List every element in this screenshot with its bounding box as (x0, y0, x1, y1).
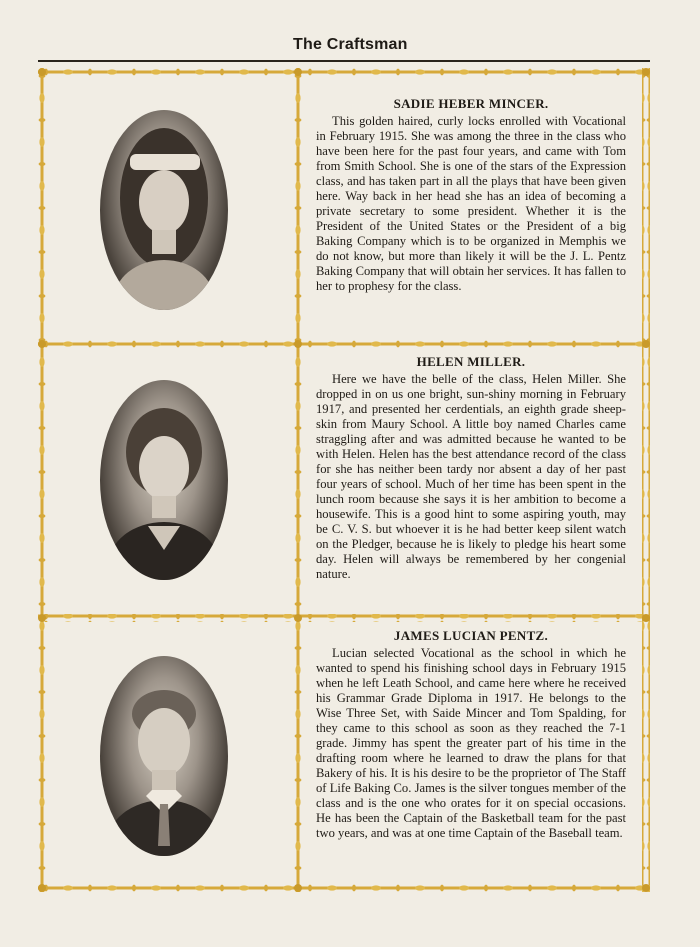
portrait-photo-icon (100, 380, 228, 580)
entry-text (316, 96, 626, 294)
student-name: SADIE HEBER MINCER. (393, 96, 549, 111)
entry-row (38, 68, 650, 344)
entry-text (316, 628, 626, 841)
page-header (38, 30, 650, 62)
portrait-photo-icon (100, 110, 228, 310)
student-name: JAMES LUCIAN PENTZ. (393, 628, 549, 643)
portrait-photo (100, 380, 228, 580)
student-bio: Here we have the belle of the class, Helen Miller. She dropped in on us one bright, sun-shiny morning in February 1917, and presented her cerdentials, an eighth grade sheep-skin from Maury School. A little boy named Charles came straggling after and was admitted because he wanted to be with Helen. Helen has the best attendance record of the class for she has neither been tardy nor absent a day of her past four years of school. Much of her time has been spent in the lunch room because she says it is her ambition to become a housewife. This is a good hint to some aspiring youth, may be C. V. S. but whoever it is he had better keep silent watch on the Pledger, because he is likely to pledge his heart some day. Helen will always be remembered by her congenial nature. (316, 372, 626, 581)
student-bio: Lucian selected Vocational as the school in which he wanted to spend his finishing school days in February 1915 when he left Leath School, and came here where he received his Grammar Grade Diploma in 1917. He belongs to the Wise Three Set, with Saide Mincer and Tom Spalding, for they came to this school as soon as they reached the 7-1 grade. Jimmy has spent the greater part of his time in the drafting room where he learned to draw the plans for that Bakery of his. It is his desire to be the proprietor of The Staff of Life Baking Co. James is the silver tongues member of the class and is the one who orates for it on special occasions. He has been the Captain of the Basketball team for the past two years, and was at one time Captain of the Baseball team. (316, 646, 626, 840)
portrait-photo (100, 110, 228, 310)
student-bio: This golden haired, curly locks enrolled with Vocational in February 1915. She was among the three in the class who have been here for the past four years, and came with Tom from Smith School. She is one of the stars of the Expression class, and has taken part in all the plays that have been given here. Way back in her head she has an idea of becoming a private secretary to some president. Whether it is the President of the United States or the President of a big Baking Company which is to be organized in Memphis we do not know, but more than likely it will be the J. L. Pentz Baking Company that will obtain her services. It has fallen to her to prophesy for the class. (316, 114, 626, 293)
entry-row (38, 618, 650, 892)
portrait-photo (100, 656, 228, 856)
portrait-photo-icon (100, 656, 228, 856)
entry-text (316, 354, 626, 582)
publication-title: The Craftsman (293, 36, 408, 53)
student-name: HELEN MILLER. (416, 354, 526, 369)
entry-row (38, 344, 650, 618)
yearbook-frame (38, 68, 650, 892)
header-rule (38, 60, 650, 62)
